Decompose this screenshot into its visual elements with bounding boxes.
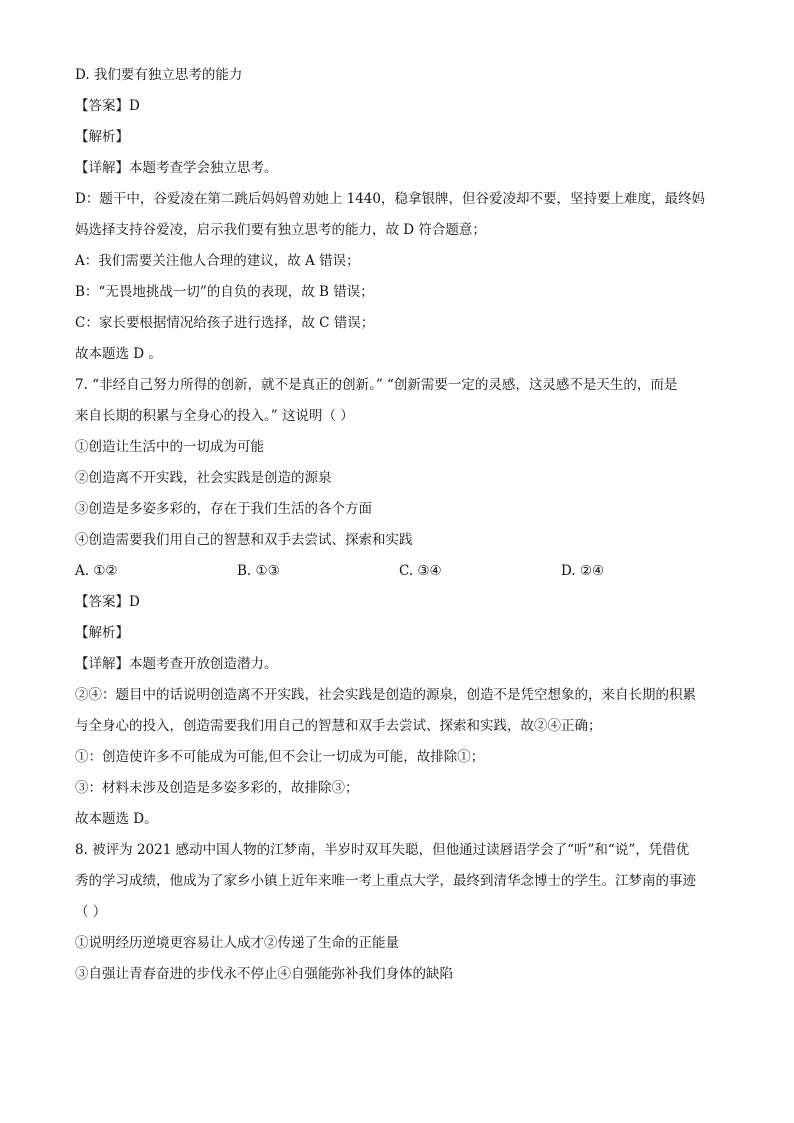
text-line: ②④：题目中的话说明创造离不开实践，社会实践是创造的源泉，创造不是凭空想象的，来自长期的积累 (75, 687, 696, 703)
document-page (75, 60, 725, 990)
question-7-item: ④创造需要我们用自己的智慧和双手去尝试、探索和实践 (75, 532, 413, 548)
question-8-stem: 8. 被评为 2021 感动中国人物的江梦南，半岁时双耳失聪，但他通过读唇语学会了“听”和“说”，凭借优 (75, 842, 690, 858)
question-7-item: ①创造让生活中的一切成为可能 (75, 439, 264, 455)
text-line: 故本题选 D。 (75, 811, 158, 827)
option-b: B. ①③ (237, 563, 280, 579)
text-line: A：我们需要关注他人合理的建议，故 A 错误； (75, 253, 360, 269)
option-c: C. ③④ (399, 563, 442, 579)
text-line: 妈选择支持谷爱凌，启示我们要有独立思考的能力，故 D 符合题意； (75, 222, 486, 238)
text-line: 与全身心的投入，创造需要我们用自己的智慧和双手去尝试、探索和实践，故②④正确； (75, 718, 602, 734)
question-8-item: ③自强让青春奋进的步伐永不停止④自强能弥补我们身体的缺陷 (75, 966, 453, 982)
text-line: B：“无畏地挑战一切”的自负的表现，故 B 错误； (75, 284, 374, 300)
question-7-item: ②创造离不开实践，社会实践是创造的源泉 (75, 470, 332, 486)
question-8-stem: （ ） (75, 904, 107, 920)
detail-line: 【详解】本题考查开放创造潜力。 (75, 656, 278, 672)
text-line: ③：材料未涉及创造是多姿多彩的，故排除③； (75, 780, 359, 796)
question-7-options (75, 556, 725, 587)
question-7-stem: 来自长期的积累与全身心的投入。” 这说明（ ） (75, 408, 354, 424)
detail-line: 【详解】本题考查学会独立思考。 (75, 160, 278, 176)
option-a: A. ①② (75, 563, 118, 579)
text-line: C：家长要根据情况给孩子进行选择，故 C 错误； (75, 315, 375, 331)
text-line: D. 我们要有独立思考的能力 (75, 67, 243, 83)
option-d: D. ②④ (561, 563, 605, 579)
analysis-label: 【解析】 (75, 625, 129, 641)
question-7-item: ③创造是多姿多彩的，存在于我们生活的各个方面 (75, 501, 372, 517)
answer-label: 【答案】D (75, 98, 140, 114)
text-line: D：题干中，谷爱凌在第二跳后妈妈曾劝她上 1440，稳拿银牌，但谷爱凌却不要，坚持要上难度，最终妈 (75, 191, 705, 207)
question-8-item: ①说明经历逆境更容易让人成才②传递了生命的正能量 (75, 935, 399, 951)
text-line: 故本题选 D 。 (75, 346, 162, 362)
question-7-stem: 7. “非经自己努力所得的创新，就不是真正的创新。” “创新需要一定的灵感，这灵感不是天生的，而是 (75, 377, 678, 393)
question-8-stem: 秀的学习成绩，他成为了家乡小镇上近年来唯一考上重点大学，最终到清华念博士的学生。江梦南的事迹 (75, 873, 696, 889)
analysis-label: 【解析】 (75, 129, 129, 145)
text-line: ①：创造使许多不可能成为可能,但不会让一切成为可能，故排除①； (75, 749, 485, 765)
answer-label: 【答案】D (75, 594, 140, 610)
